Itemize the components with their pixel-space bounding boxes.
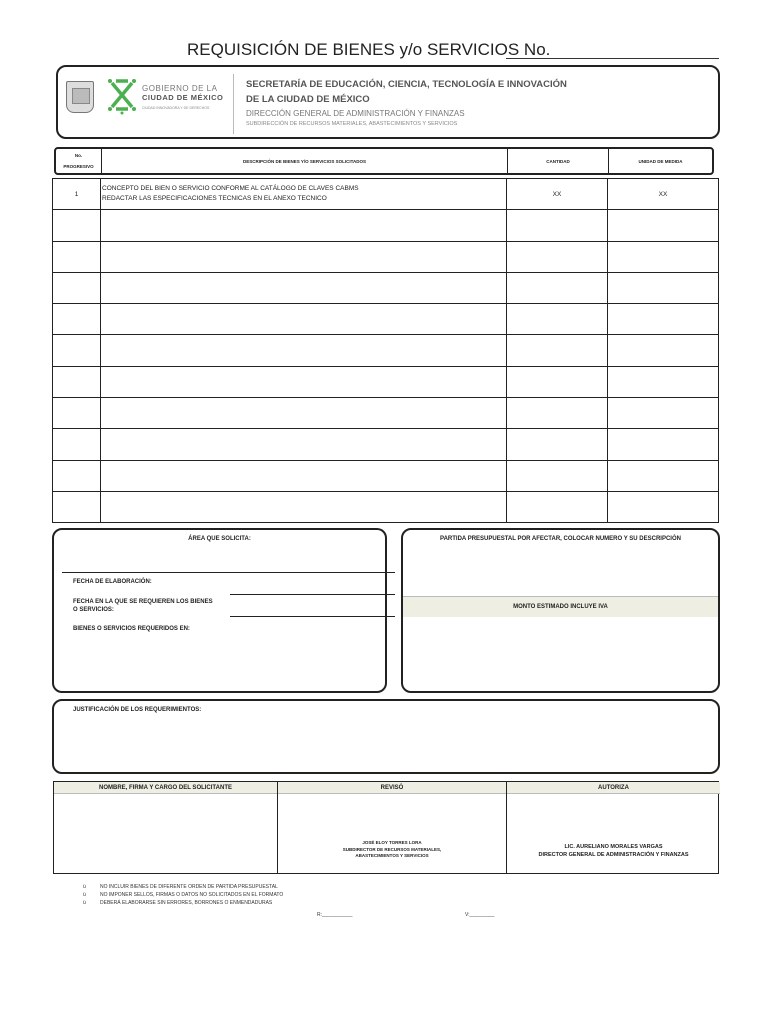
notes-list: [83, 883, 283, 907]
cdmx-logo-icon: [106, 77, 138, 115]
sig-autoriza[interactable]: [507, 782, 720, 873]
row-unidad[interactable]: [608, 491, 719, 522]
row-descripcion[interactable]: [101, 366, 507, 397]
table-row: [53, 210, 719, 241]
table-row: [53, 335, 719, 366]
row-descripcion-line: REDACTAR LAS ESPECIFICACIONES TECNICAS EN EL ANEXO TECNICO: [102, 195, 327, 203]
row-no[interactable]: [53, 304, 101, 335]
row-descripcion[interactable]: [101, 398, 507, 429]
direccion: DIRECCIÓN GENERAL DE ADMINISTRACIÓN Y FINANZAS: [246, 109, 465, 118]
row-cantidad[interactable]: [507, 366, 608, 397]
table-row: [53, 241, 719, 272]
autoriza-name: LIC. AURELIANO MORALES VARGAS: [564, 844, 663, 850]
table-row: [53, 429, 719, 460]
row-cantidad[interactable]: [507, 491, 608, 522]
items-column-header: [54, 147, 714, 175]
row-descripcion[interactable]: [101, 179, 507, 210]
sig-solicitante[interactable]: [54, 782, 278, 873]
row-cantidad[interactable]: [507, 210, 608, 241]
sig-solicitante-label: NOMBRE, FIRMA Y CARGO DEL SOLICITANTE: [54, 782, 277, 794]
note-item: [83, 883, 283, 891]
table-row: [53, 272, 719, 303]
justificacion-label: JUSTIFICACIÓN DE LOS REQUERIMIENTOS:: [73, 707, 202, 713]
row-no[interactable]: 1: [53, 179, 101, 210]
row-no[interactable]: [53, 366, 101, 397]
row-no[interactable]: [53, 210, 101, 241]
signatures-table: [53, 781, 719, 874]
col-unidad: UNIDAD DE MEDIDA: [638, 158, 683, 164]
row-no[interactable]: [53, 460, 101, 491]
row-unidad[interactable]: [608, 366, 719, 397]
initials-r: R:___________: [317, 912, 353, 918]
row-descripcion[interactable]: [101, 460, 507, 491]
row-descripcion[interactable]: [101, 429, 507, 460]
row-descripcion[interactable]: [101, 272, 507, 303]
monto-estimado-bar: MONTO ESTIMADO INCLUYE IVA: [403, 596, 718, 617]
row-no[interactable]: [53, 272, 101, 303]
area-title: ÁREA QUE SOLICITA:: [188, 536, 251, 542]
row-cantidad[interactable]: [507, 272, 608, 303]
row-cantidad[interactable]: [507, 335, 608, 366]
reviso-cargo1: SUBDIRECTOR DE RECURSOS MATERIALES,: [342, 847, 442, 852]
note-bullet-icon: ü: [83, 892, 86, 898]
area-line[interactable]: [62, 572, 395, 573]
secretaria-line2: DE LA CIUDAD DE MÉXICO: [246, 94, 370, 105]
gov-tagline: CIUDAD INNOVADORA Y DE DERECHOS: [142, 106, 210, 110]
row-descripcion-line: CONCEPTO DEL BIEN O SERVICIO CONFORME AL CATÁLOGO DE CLAVES CABMS: [102, 185, 359, 193]
row-descripcion[interactable]: [101, 304, 507, 335]
area-solicita-box: [52, 528, 387, 693]
secretaria-line1: SECRETARÍA DE EDUCACIÓN, CIENCIA, TECNOLOGÍA E INNOVACIÓN: [246, 79, 567, 90]
sig-reviso[interactable]: [278, 782, 507, 873]
col-no-label: No.: [74, 153, 83, 158]
header-divider: [233, 74, 234, 134]
sig-autoriza-label: AUTORIZA: [507, 782, 720, 794]
col-descripcion: DESCRIPCIÓN DE BIENES Y/O SERVICIOS SOLICITADOS: [102, 149, 508, 173]
row-descripcion[interactable]: [101, 491, 507, 522]
row-unidad[interactable]: [608, 241, 719, 272]
row-no[interactable]: [53, 241, 101, 272]
row-unidad[interactable]: [608, 272, 719, 303]
note-text: NO IMPONER SELLOS, FIRMAS O DATOS NO SOLICITADOS EN EL FORMATO: [100, 892, 284, 898]
row-cantidad[interactable]: XX: [507, 179, 608, 210]
reviso-cargo2: ABASTECIMIENTOS Y SERVICIOS: [355, 853, 429, 858]
gov-line1: GOBIERNO DE LA: [142, 84, 218, 93]
partida-title: PARTIDA PRESUPUESTAL POR AFECTAR, COLOCAR NUMERO Y SU DESCRIPCIÓN: [440, 536, 681, 542]
row-descripcion[interactable]: [101, 335, 507, 366]
table-row: [53, 460, 719, 491]
row-no[interactable]: [53, 335, 101, 366]
row-unidad[interactable]: [608, 398, 719, 429]
note-text: NO INCLUIR BIENES DE DIFERENTE ORDEN DE PARTIDA PRESUPUESTAL: [100, 884, 278, 890]
row-cantidad[interactable]: [507, 460, 608, 491]
row-unidad[interactable]: [608, 210, 719, 241]
sig-reviso-label: REVISÓ: [278, 782, 506, 794]
note-item: [83, 891, 283, 899]
note-text: DEBERÁ ELABORARSE SIN ERRORES, BORRONES O ENMENDADURAS: [100, 900, 273, 906]
row-unidad[interactable]: [608, 335, 719, 366]
note-bullet-icon: ü: [83, 884, 86, 890]
page-title: REQUISICIÓN DE BIENES y/o SERVICIOS No.: [187, 40, 551, 59]
row-descripcion[interactable]: [101, 241, 507, 272]
row-unidad[interactable]: [608, 429, 719, 460]
col-no: [56, 149, 102, 173]
row-cantidad[interactable]: [507, 241, 608, 272]
note-bullet-icon: ü: [83, 900, 86, 906]
autoriza-cargo: DIRECTOR GENERAL DE ADMINISTRACIÓN Y FINANZAS: [538, 852, 689, 858]
col-progresivo-label: PROGRESIVO: [63, 164, 94, 169]
table-row: [53, 491, 719, 522]
initials-v: V:_________: [465, 912, 495, 918]
row-no[interactable]: [53, 429, 101, 460]
bienes-requeridos-label: BIENES O SERVICIOS REQUERIDOS EN:: [73, 626, 190, 632]
table-row: [53, 366, 719, 397]
row-unidad[interactable]: XX: [608, 179, 719, 210]
justificacion-box[interactable]: [52, 699, 720, 774]
items-table: [52, 178, 719, 523]
gov-line2: CIUDAD DE MÉXICO: [142, 93, 224, 102]
fecha-requieren-label: FECHA EN LA QUE SE REQUIEREN LOS BIENES O SERVICIOS:: [73, 599, 213, 613]
row-no[interactable]: [53, 398, 101, 429]
row-cantidad[interactable]: [507, 398, 608, 429]
row-no[interactable]: [53, 491, 101, 522]
table-row: [53, 398, 719, 429]
table-row: [53, 179, 719, 210]
subdireccion: SUBDIRECCIÓN DE RECURSOS MATERIALES, ABASTECIMIENTOS Y SERVICIOS: [246, 121, 458, 127]
row-descripcion[interactable]: [101, 210, 507, 241]
header-box: [56, 65, 720, 139]
coat-of-arms-icon: [66, 81, 94, 113]
fecha-requieren-line[interactable]: [230, 616, 395, 617]
requisition-number-line[interactable]: [506, 58, 719, 59]
reviso-name: JOSÉ ELOY TORRES LORA: [362, 840, 422, 845]
fecha-elaboracion-line[interactable]: [230, 594, 395, 595]
row-cantidad[interactable]: [507, 429, 608, 460]
row-unidad[interactable]: [608, 460, 719, 491]
table-row: [53, 304, 719, 335]
row-unidad[interactable]: [608, 304, 719, 335]
gov-name: [142, 84, 223, 102]
row-cantidad[interactable]: [507, 304, 608, 335]
partida-box: [401, 528, 720, 693]
fecha-elaboracion-label: FECHA DE ELABORACIÓN:: [73, 579, 152, 585]
note-item: [83, 899, 283, 907]
col-cantidad: CANTIDAD: [508, 149, 609, 173]
